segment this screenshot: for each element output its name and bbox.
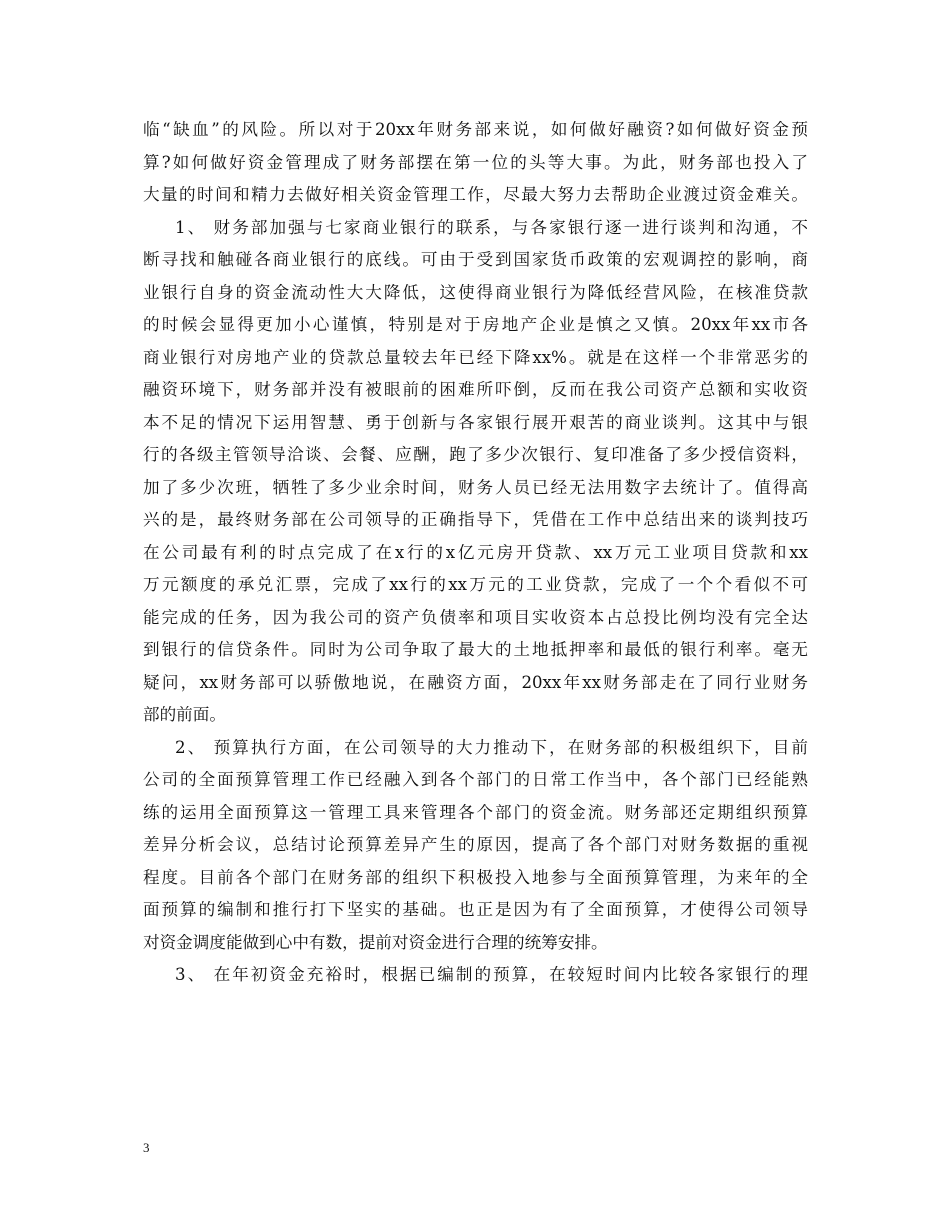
text-line: 到银行的信贷条件。同时为公司争取了最大的土地抵押率和最低的银行利率。毫无 [143, 640, 808, 659]
text-line: 算?如何做好资金管理成了财务部摆在第一位的头等大事。为此，财务部也投入了 [143, 152, 808, 172]
text-line: 在公司最有利的时点完成了在x行的x亿元房开贷款、xx万元工业项目贷款和xx [143, 542, 808, 562]
text-line: 临“缺血”的风险。所以对于20xx年财务部来说，如何做好融资?如何做好资金预 [143, 120, 808, 139]
text-line: 业银行自身的资金流动性大大降低，这使得商业银行为降低经营风险，在核准贷款 [143, 282, 808, 302]
text-line: 差异分析会议，总结讨论预算差异产生的原因，提高了各个部门对财务数据的重视 [143, 835, 808, 854]
text-line: 大量的时间和精力去做好相关资金管理工作，尽最大努力去帮助企业渡过资金难关。 [143, 185, 808, 204]
body-text [143, 114, 808, 992]
text-line: 加了多少次班，牺牲了多少业余时间，财务人员已经无法用数字去统计了。值得高 [143, 477, 808, 497]
text-line: 万元额度的承兑汇票，完成了xx行的xx万元的工业贷款，完成了一个个看似不可 [143, 575, 808, 594]
text-line: 面预算的编制和推行打下坚实的基础。也正是因为有了全面预算，才使得公司领导 [143, 900, 808, 919]
text-line: 本不足的情况下运用智慧、勇于创新与各家银行展开艰苦的商业谈判。这其中与银 [143, 412, 808, 432]
text-line: 融资环境下，财务部并没有被眼前的困难所吓倒，反而在我公司资产总额和实收资 [143, 380, 808, 399]
page-number: 3 [143, 1140, 150, 1155]
text-line: 商业银行对房地产业的贷款总量较去年已经下降xx%。就是在这样一个非常恶劣的 [143, 347, 808, 367]
text-line: 练的运用全面预算这一管理工具来管理各个部门的资金流。财务部还定期组织预算 [143, 802, 808, 822]
text-line: 断寻找和触碰各商业银行的底线。可由于受到国家货币政策的宏观调控的影响，商 [143, 250, 808, 269]
text-line: 能完成的任务，因为我公司的资产负债率和项目实收资本占总投比例均没有完全达 [143, 607, 808, 627]
text-line: 疑问，xx财务部可以骄傲地说，在融资方面，20xx年xx财务部走在了同行业财务 [143, 672, 808, 692]
paragraph-1-start: 1、 财务部加强与七家商业银行的联系，与各家银行逐一进行谈判和沟通，不 [175, 217, 808, 237]
text-line: 的时候会显得更加小心谨慎，特别是对于房地产企业是慎之又慎。20xx年xx市各 [143, 315, 808, 334]
paragraph-2-start: 2、 预算执行方面，在公司领导的大力推动下，在财务部的积极组织下，目前 [175, 737, 808, 757]
text-line: 程度。目前各个部门在财务部的组织下积极投入地参与全面预算管理，为来年的全 [143, 867, 808, 887]
paragraph-1-end: 部的前面。 [143, 705, 226, 724]
text-line: 兴的是，最终财务部在公司领导的正确指导下，凭借在工作中总结出来的谈判技巧 [143, 510, 808, 529]
text-line: 公司的全面预算管理工作已经融入到各个部门的日常工作当中，各个部门已经能熟 [143, 770, 808, 789]
paragraph-3-start: 3、 在年初资金充裕时，根据已编制的预算，在较短时间内比较各家银行的理 [175, 965, 808, 984]
paragraph-2-end: 对资金调度能做到心中有数，提前对资金进行合理的统筹安排。 [143, 932, 608, 952]
text-line: 行的各级主管领导洽谈、会餐、应酬，跑了多少次银行、复印准备了多少授信资料， [143, 445, 808, 464]
